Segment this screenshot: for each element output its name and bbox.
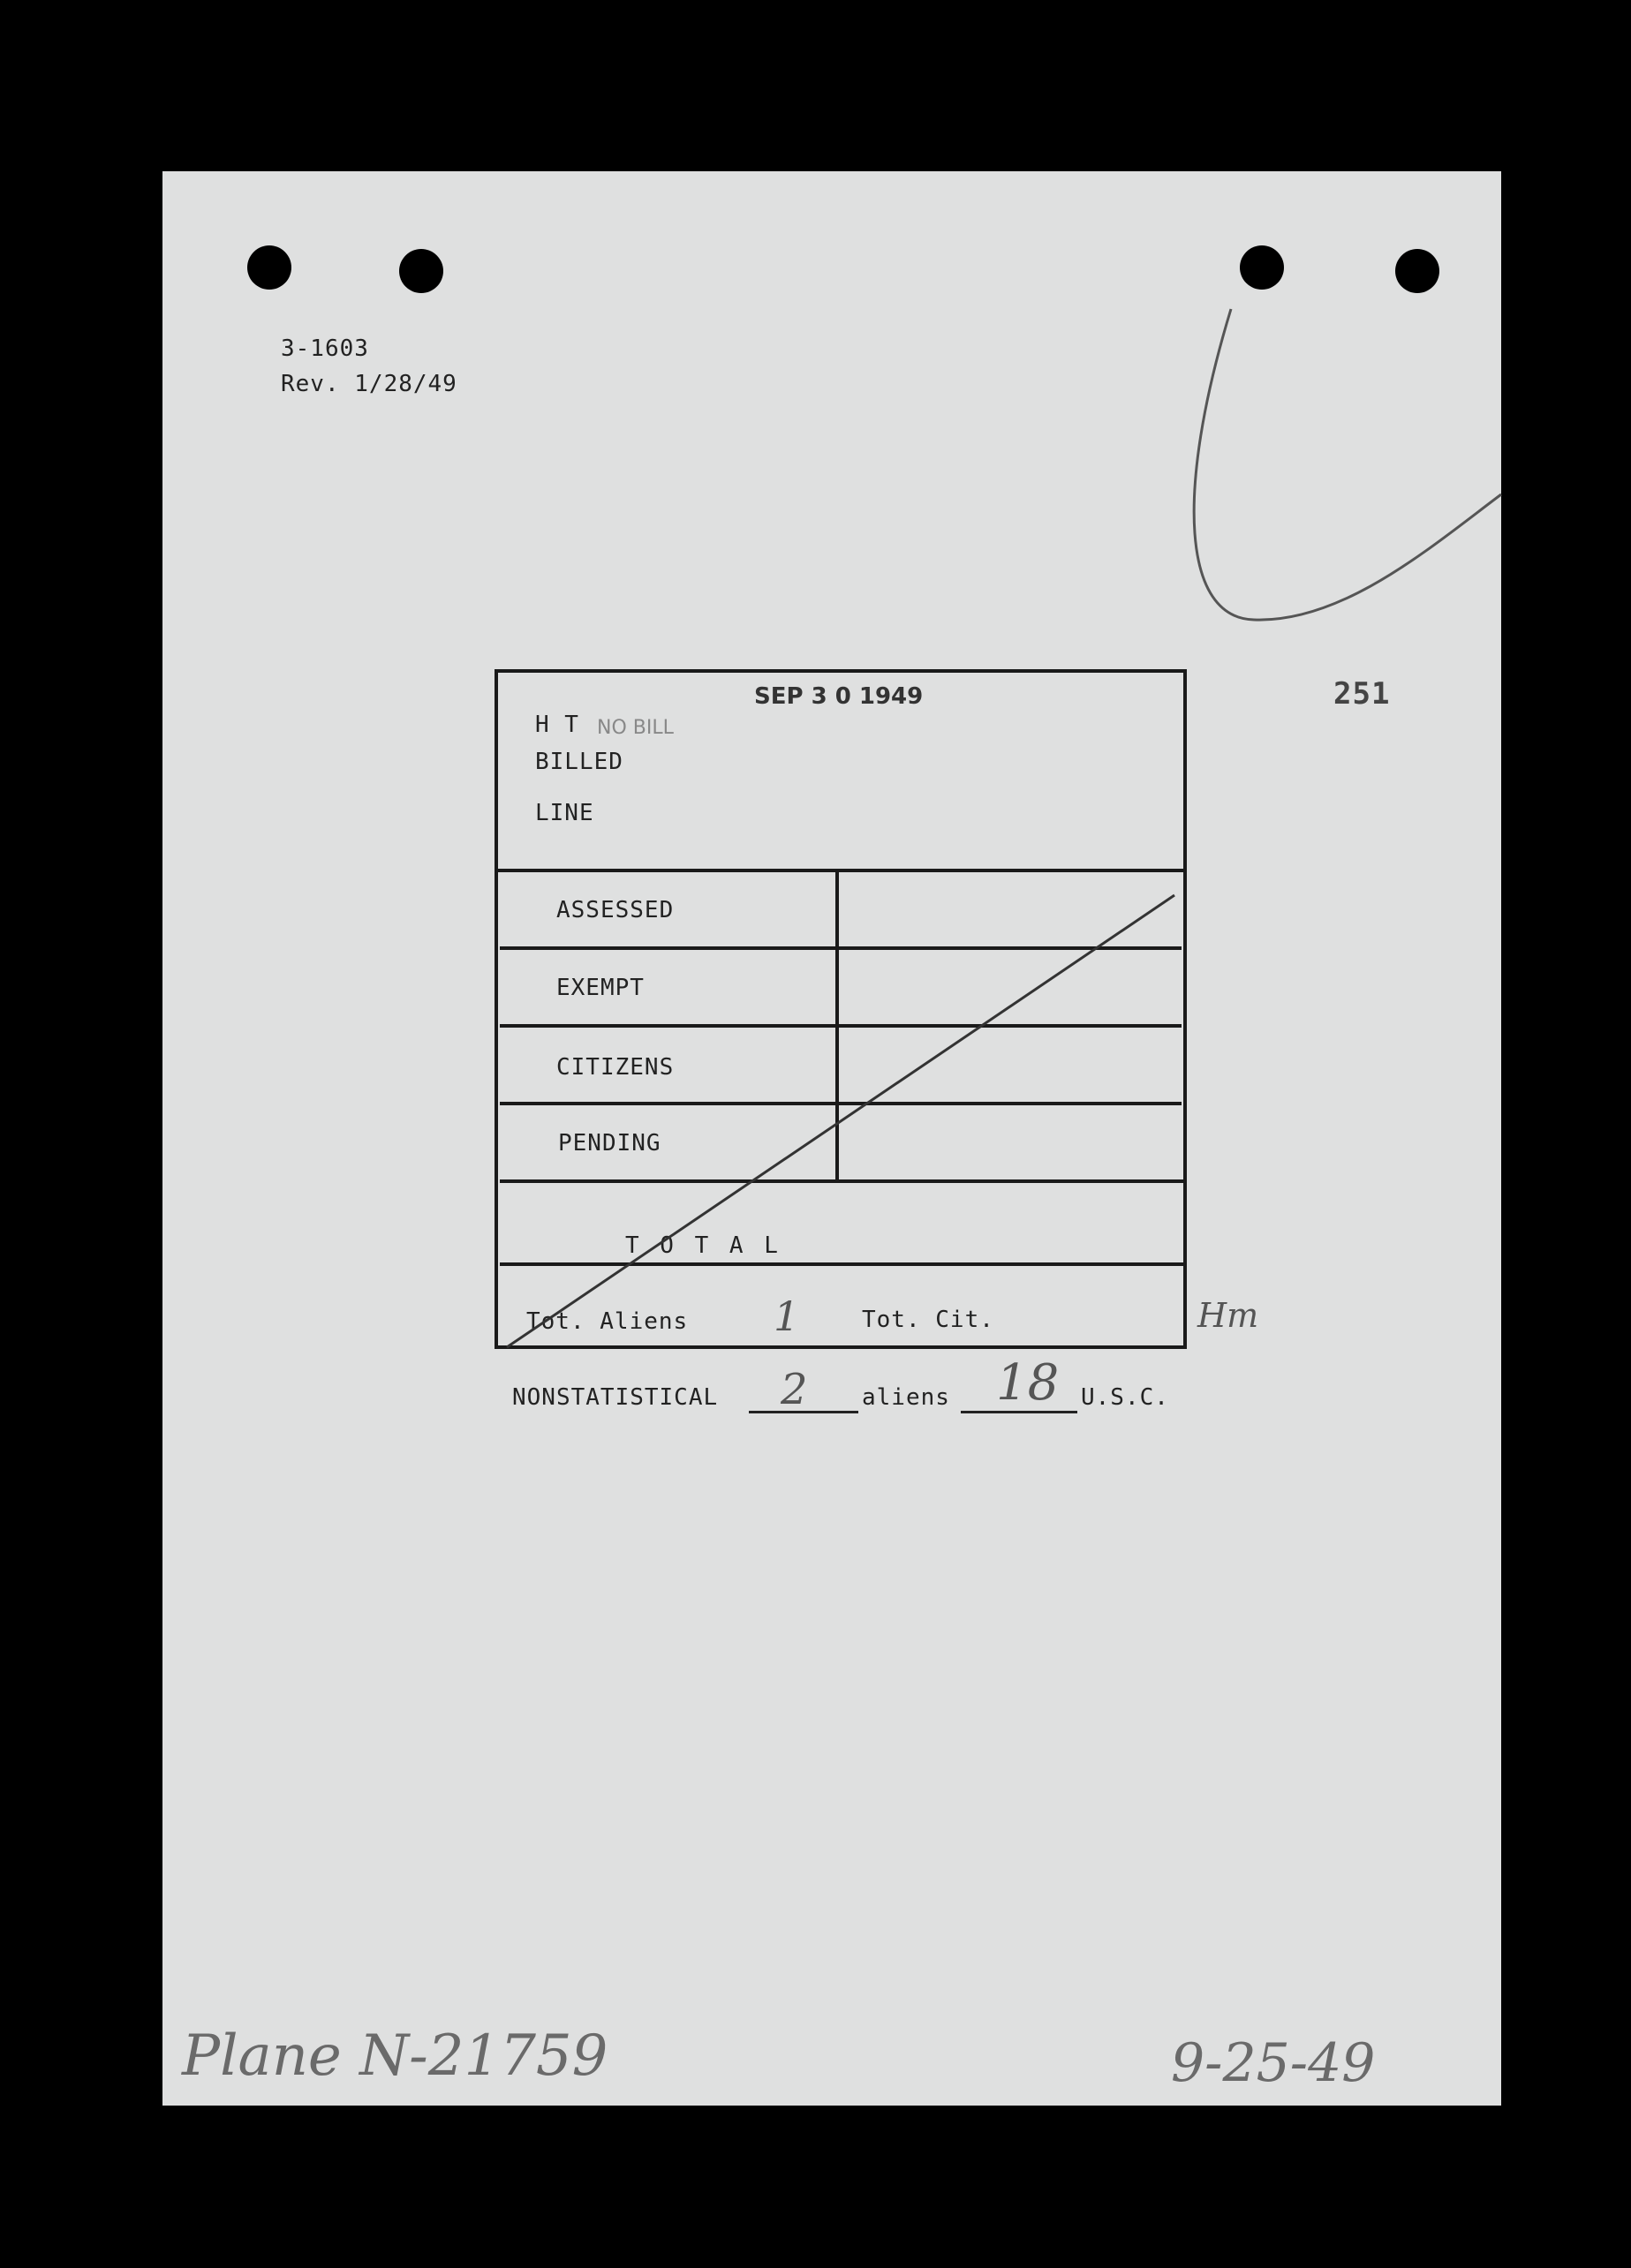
ht-label: H T	[535, 712, 579, 738]
no-bill-stamp: NO BILL	[597, 717, 674, 739]
aliens-label: aliens	[862, 1384, 950, 1411]
plane-annotation: Plane N-21759	[182, 2023, 608, 2089]
line-label: LINE	[535, 800, 594, 826]
form-number: 3-1603	[281, 335, 369, 362]
total-label: T O T A L	[625, 1232, 782, 1259]
usc-label: U.S.C.	[1081, 1384, 1169, 1411]
date-annotation: 9-25-49	[1171, 2032, 1376, 2094]
nonstatistical-usc-value: 18	[996, 1354, 1060, 1412]
table-row: EXEMPT	[556, 975, 645, 1001]
tot-cit-label: Tot. Cit.	[862, 1307, 994, 1333]
table-row: PENDING	[558, 1130, 661, 1157]
nonstatistical-label: NONSTATISTICAL	[512, 1384, 719, 1411]
nonstatistical-aliens-value: 2	[781, 1365, 808, 1414]
tot-aliens-label: Tot. Aliens	[526, 1308, 689, 1335]
page-number: 251	[1333, 676, 1391, 712]
billed-label: BILLED	[535, 749, 623, 775]
date-stamp: SEP 3 0 1949	[754, 683, 924, 710]
initials: Hm	[1197, 1296, 1259, 1335]
table-row: ASSESSED	[556, 897, 675, 923]
tot-aliens-value: 1	[774, 1292, 800, 1340]
table-row: CITIZENS	[556, 1054, 675, 1081]
form-revision: Rev. 1/28/49	[281, 371, 457, 397]
